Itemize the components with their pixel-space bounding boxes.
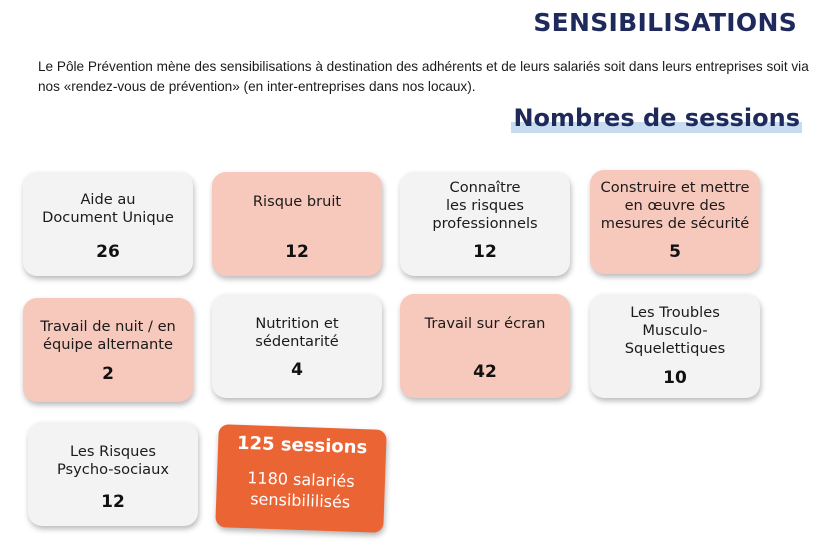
card-nutrition-sedentarite [212,294,382,398]
summary-badge [215,424,386,533]
card-label: Connaître les risques professionnels [432,179,538,232]
intro-paragraph: Le Pôle Prévention mène des sensibilisations à destination des adhérents et de leurs salariés soit dans leurs entreprises soit via nos «rendez-vous de prévention» (en inter-entreprises dans nos locaux). [38,59,809,94]
card-risques-psycho-sociaux [28,422,198,526]
card-mesures-securite [590,170,760,274]
card-travail-sur-ecran [400,294,570,398]
card-label: Les Risques Psycho-sociaux [57,443,169,478]
section-subtitle: Nombres de sessions [513,104,800,132]
card-label: Risque bruit [252,193,342,210]
card-count: 4 [291,360,303,380]
card-connaitre-risques [400,172,570,276]
card-risque-bruit [212,172,382,276]
card-label: Travail sur écran [424,315,546,332]
card-label: Aide au Document Unique [42,191,174,226]
card-label: Nutrition et sédentarité [255,315,339,350]
page-title: SENSIBILISATIONS [533,8,797,37]
summary-employees: 1180 salariés sensibililisés [246,468,355,512]
card-label: Construire et mettre en œuvre des mesures de sécurité [600,179,750,232]
card-aide-document-unique [23,172,193,276]
card-count: 2 [102,364,114,384]
summary-sessions: 125 sessions [236,432,368,459]
card-count: 42 [473,362,497,382]
card-count: 12 [473,242,497,262]
card-count: 26 [96,242,120,262]
card-count: 12 [285,242,309,262]
card-count: 12 [101,492,125,512]
card-label: Les Troubles Musculo- Squelettiques [624,304,726,357]
card-troubles-musculo-squelettiques [590,294,760,398]
card-count: 10 [663,368,687,388]
card-count: 5 [669,242,681,262]
card-label: Travail de nuit / en équipe alternante [40,318,176,353]
card-travail-de-nuit [23,298,193,402]
